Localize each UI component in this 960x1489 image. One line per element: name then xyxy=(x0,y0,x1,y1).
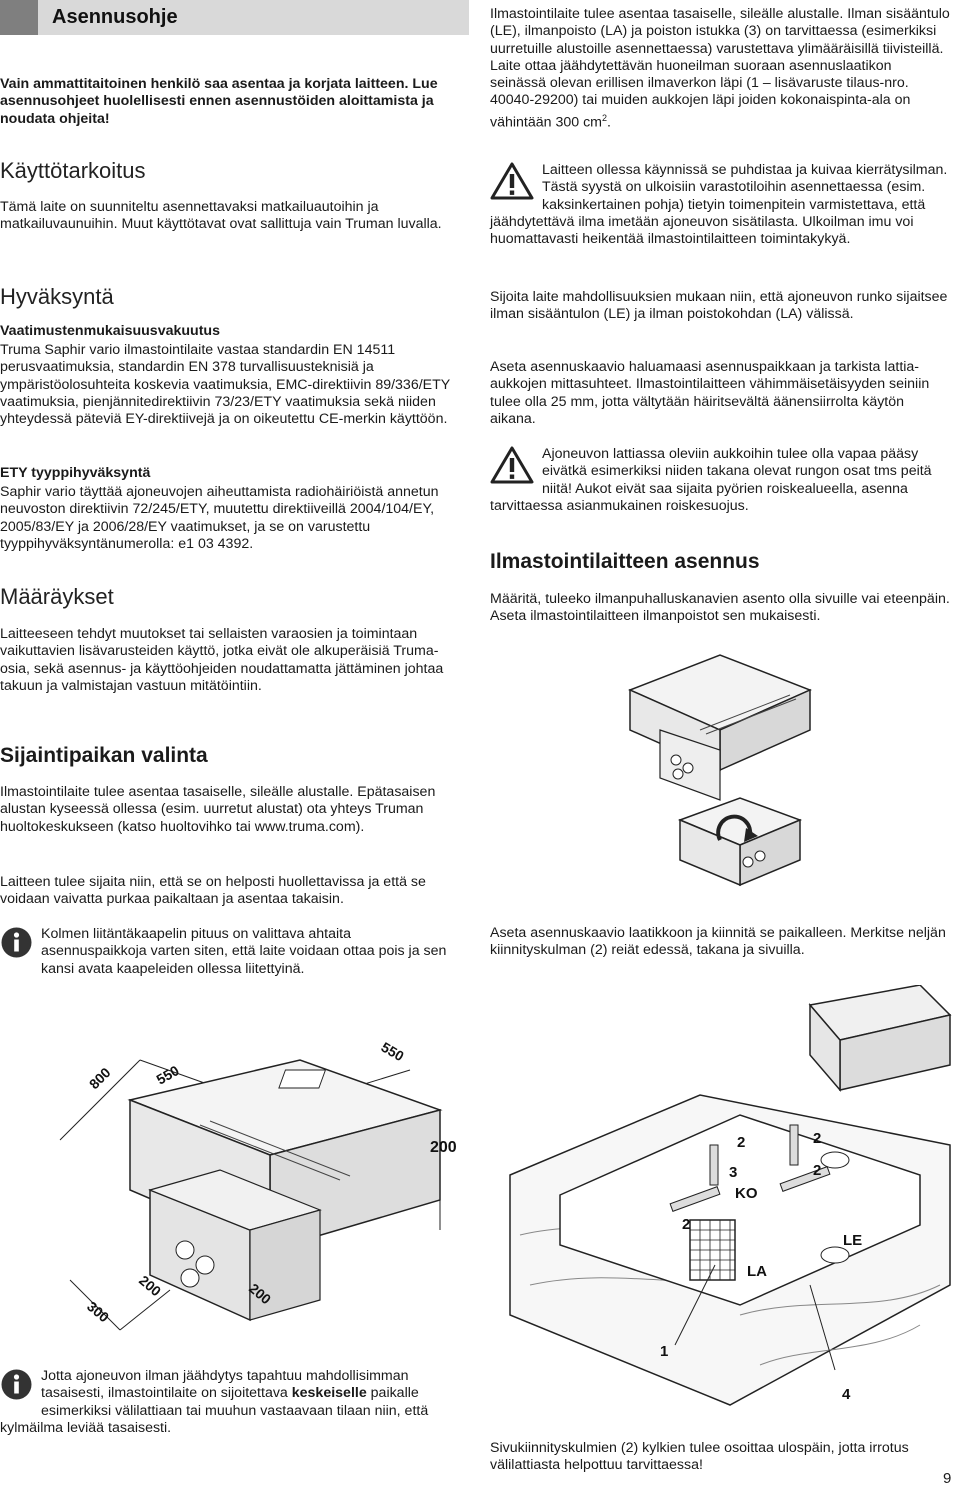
warning-text-2: Ajoneuvon lattiassa oleviin aukkoihin tulee olla vapaa pääsy eivätkä esimerkiksi niiden takana olevat rungon osat tms peitä niitä! Aukot eivät saa sijaita pyörien roiskealueella, asenna tarvittaessa asianmukainen roiskesuojus. xyxy=(490,446,932,514)
ety-text: Saphir vario täyttää ajoneuvojen aiheuttamista radiohäiriöistä annetun neuvoston direktiivin 72/245/ETY, muutettu direktiiveillä 2004/104/EY, 2005/83/EY ja 2006/28/EY vaatimukset, ja se on varustettu tyyppihyväksyntänumerolla: e1 03 4392. xyxy=(0,484,439,552)
heading-asennus: Ilmastointilaitteen asennus xyxy=(490,550,760,573)
right-paragraph-5: Sivukiinnityskulmien (2) kylkien tulee osoittaa ulospäin, jotta irrotus välilattiasta helpottuu tarvittaessa! xyxy=(490,1440,909,1474)
right-paragraph-2: Sijoita laite mahdollisuuksien mukaan niin, että ajoneuvon runko sijaitsee ilman sisääntulon (LE) ja ilman poistokohdan (LA) välissä. xyxy=(490,289,948,323)
warning-note-2 xyxy=(490,446,950,515)
heading-vaatimustenmukaisuus: Vaatimustenmukaisuusvakuutus xyxy=(0,323,220,339)
info-note-2 xyxy=(0,1368,460,1437)
maaraykset-text: Laitteeseen tehdyt muutokset tai sellaisten varaosien ja toimintaan vaikuttavien lisävarusteiden käyttö, jotka eivät ole alkuperäisiä Truma-osia, sekä asennus- ja käyttöohjeiden noudattamatta jättäminen johtaa takuun ja valmistajan vastuun mitätöintiin. xyxy=(0,626,444,694)
warning-text-1: Laitteen ollessa käynnissä se puhdistaa ja kuivaa kierrätysilman. Tästä syystä on ulkoisiin varastotiloihin asennettaessa (esim. kaksinkertainen pohja) tietyin toimenpitein varmistettava, että jäähdytettävä ilma imetään ajoneuvon sisätilasta. Ulkoilman imu voi huomattavasti heikentää ilmastointilaitteen toimintakykyä. xyxy=(490,162,948,248)
heading-sijaintipaikka: Sijaintipaikan valinta xyxy=(0,744,208,767)
installation-drawing xyxy=(480,985,960,1425)
header-bar xyxy=(0,0,38,35)
section-header xyxy=(0,0,469,35)
right-paragraph-3: Aseta asennuskaavio haluamaasi asennuspaikkaan ja tarkista lattia-aukkojen mittasuhteet. Ilmastointilaitteen vähimmäisetäisyyden seiniin tulee olla 25 mm, jotta vältytään häiritsevältä äänensiirrolta käytön aikana. xyxy=(490,359,930,427)
superscript-2: 2 xyxy=(602,112,608,123)
info-text-2-bold: keskeiselle xyxy=(291,1385,367,1402)
sijainti-text-1: Ilmastointilaite tulee asentaa tasaiselle, sileälle alustalle. Epätasaisen alustan kyseessä ollessa (esim. uurretut alustat) ota yhteys Truman huoltokeskukseen (katso huoltovihko tai www.truma.com). xyxy=(0,784,436,835)
dim-800: 800 xyxy=(85,1064,114,1093)
info-icon xyxy=(0,1368,33,1401)
heading-hyvaksynta: Hyväksyntä xyxy=(0,284,114,309)
right-paragraph-1-text: Ilmastointilaite tulee asentaa tasaiselle, sileälle alustalle. Ilman sisääntulo (LE), ilmanpoisto (LA) ja poiston istukka (3) on tarvittaessa (esimerkiksi uurretuille alustoille asennettaessa) varustettava ylimääräisillä tiivisteillä. Laite ottaa jäähdytettävän huoneilman suoraan asennuslaatikon seinässä olevan erillisen ilmaverkon läpi (1 – lisävaruste tilaus-nro. 40040-29200) tai muiden aukkojen läpi joiden kokonaispinta-ala on vähintään 300 cm xyxy=(490,6,950,131)
dim-200-a: 200 xyxy=(136,1272,165,1300)
sijainti-text-2: Laitteen tulee sijaita niin, että se on helposti huollettavissa ja että se voidaan vaivatta purkaa paikaltaan ja asentaa takaisin. xyxy=(0,874,426,908)
label-2-b: 2 xyxy=(813,1130,822,1147)
right-paragraph-4: Aseta asennuskaavio laatikkoon ja kiinnitä se paikalleen. Merkitse neljän kiinnityskulman (2) reiät edessä, takana ja sivuilla. xyxy=(490,925,946,959)
info-text-2-part-a: Jotta ajoneuvon ilman jäähdytys tapahtuu mahdollisimman tasaisesti, ilmastointilaite on sijoitettava xyxy=(41,1368,409,1402)
unit-orientation-drawing xyxy=(610,650,825,900)
info-text-1: Kolmen liitäntäkaapelin pituus on valittava ahtaita asennuspaikkoja varten siten, että laite voidaan ottaa pois ja sen kansi avata kaapeleiden ollessa liitettyinä. xyxy=(41,926,447,977)
label-2-c: 2 xyxy=(813,1162,822,1179)
dim-200-height: 200 xyxy=(430,1139,457,1156)
info-note-1 xyxy=(0,926,460,978)
kayttotarkoitus-text: Tämä laite on suunniteltu asennettavaksi matkailuautoihin ja matkailuvaunuihin. Muut käyttötavat ovat sallittuja vain Truman luvalla. xyxy=(0,199,442,233)
warning-note-1 xyxy=(490,162,950,248)
right-paragraph-1 xyxy=(490,6,950,132)
dim-200-b: 200 xyxy=(246,1280,275,1308)
right-paragraph-1-end: . xyxy=(607,114,611,131)
warning-icon xyxy=(490,446,534,484)
info-text-2 xyxy=(0,1368,460,1437)
intro-warning: Vain ammattitaitoinen henkilö saa asentaa ja korjata laitteen. Lue asennusohjeet huolellisesti ennen asennustöiden aloittamista ja noudata ohjeita! xyxy=(0,76,438,127)
heading-maaraykset: Määräykset xyxy=(0,584,114,609)
label-4: 4 xyxy=(842,1386,851,1403)
dim-550-a: 550 xyxy=(153,1062,182,1088)
label-la: LA xyxy=(747,1263,767,1280)
dimension-drawing xyxy=(0,1030,470,1340)
page-number: 9 xyxy=(943,1470,952,1487)
label-ko: KO xyxy=(735,1185,758,1202)
label-2-a: 2 xyxy=(737,1134,746,1151)
page-title: Asennusohje xyxy=(52,6,178,28)
warning-icon xyxy=(490,162,534,200)
heading-ety: ETY tyyppihyväksyntä xyxy=(0,465,151,481)
heading-kayttotarkoitus: Käyttötarkoitus xyxy=(0,158,146,183)
label-1: 1 xyxy=(660,1343,669,1360)
label-2-d: 2 xyxy=(682,1216,691,1233)
asennus-text: Määritä, tuleeko ilmanpuhalluskanavien asento olla sivuille vai eteenpäin. Aseta ilmastointilaitteen ilmanpoistot sen mukaisesti. xyxy=(490,591,950,625)
label-le: LE xyxy=(843,1232,863,1249)
vaatimus-text: Truma Saphir vario ilmastointilaite vastaa standardin EN 14511 perusvaatimuksia, standardin EN 378 turvallisuusteknisiä ja ympäristöolosuhteita koskevia vaatimuksia, EMC-direktiivin 89/336/ETY vaatimuksia, pienjännitedirektiivin 73/23/ETY vaatimuksia sekä niiden yhteydessä päteviä EY-direktiivejä ja on oikeutettu CE-merkin käyttöön. xyxy=(0,342,450,428)
dim-300: 300 xyxy=(84,1298,113,1326)
info-text-2-part-b: paikalle esimerkiksi välilattiaan tai muuhun vastaavaan tilaan niin, että kylmäilma leviää tasaisesti. xyxy=(0,1385,429,1436)
dim-550-b: 550 xyxy=(378,1038,407,1065)
label-3: 3 xyxy=(729,1164,738,1181)
info-icon xyxy=(0,926,33,959)
